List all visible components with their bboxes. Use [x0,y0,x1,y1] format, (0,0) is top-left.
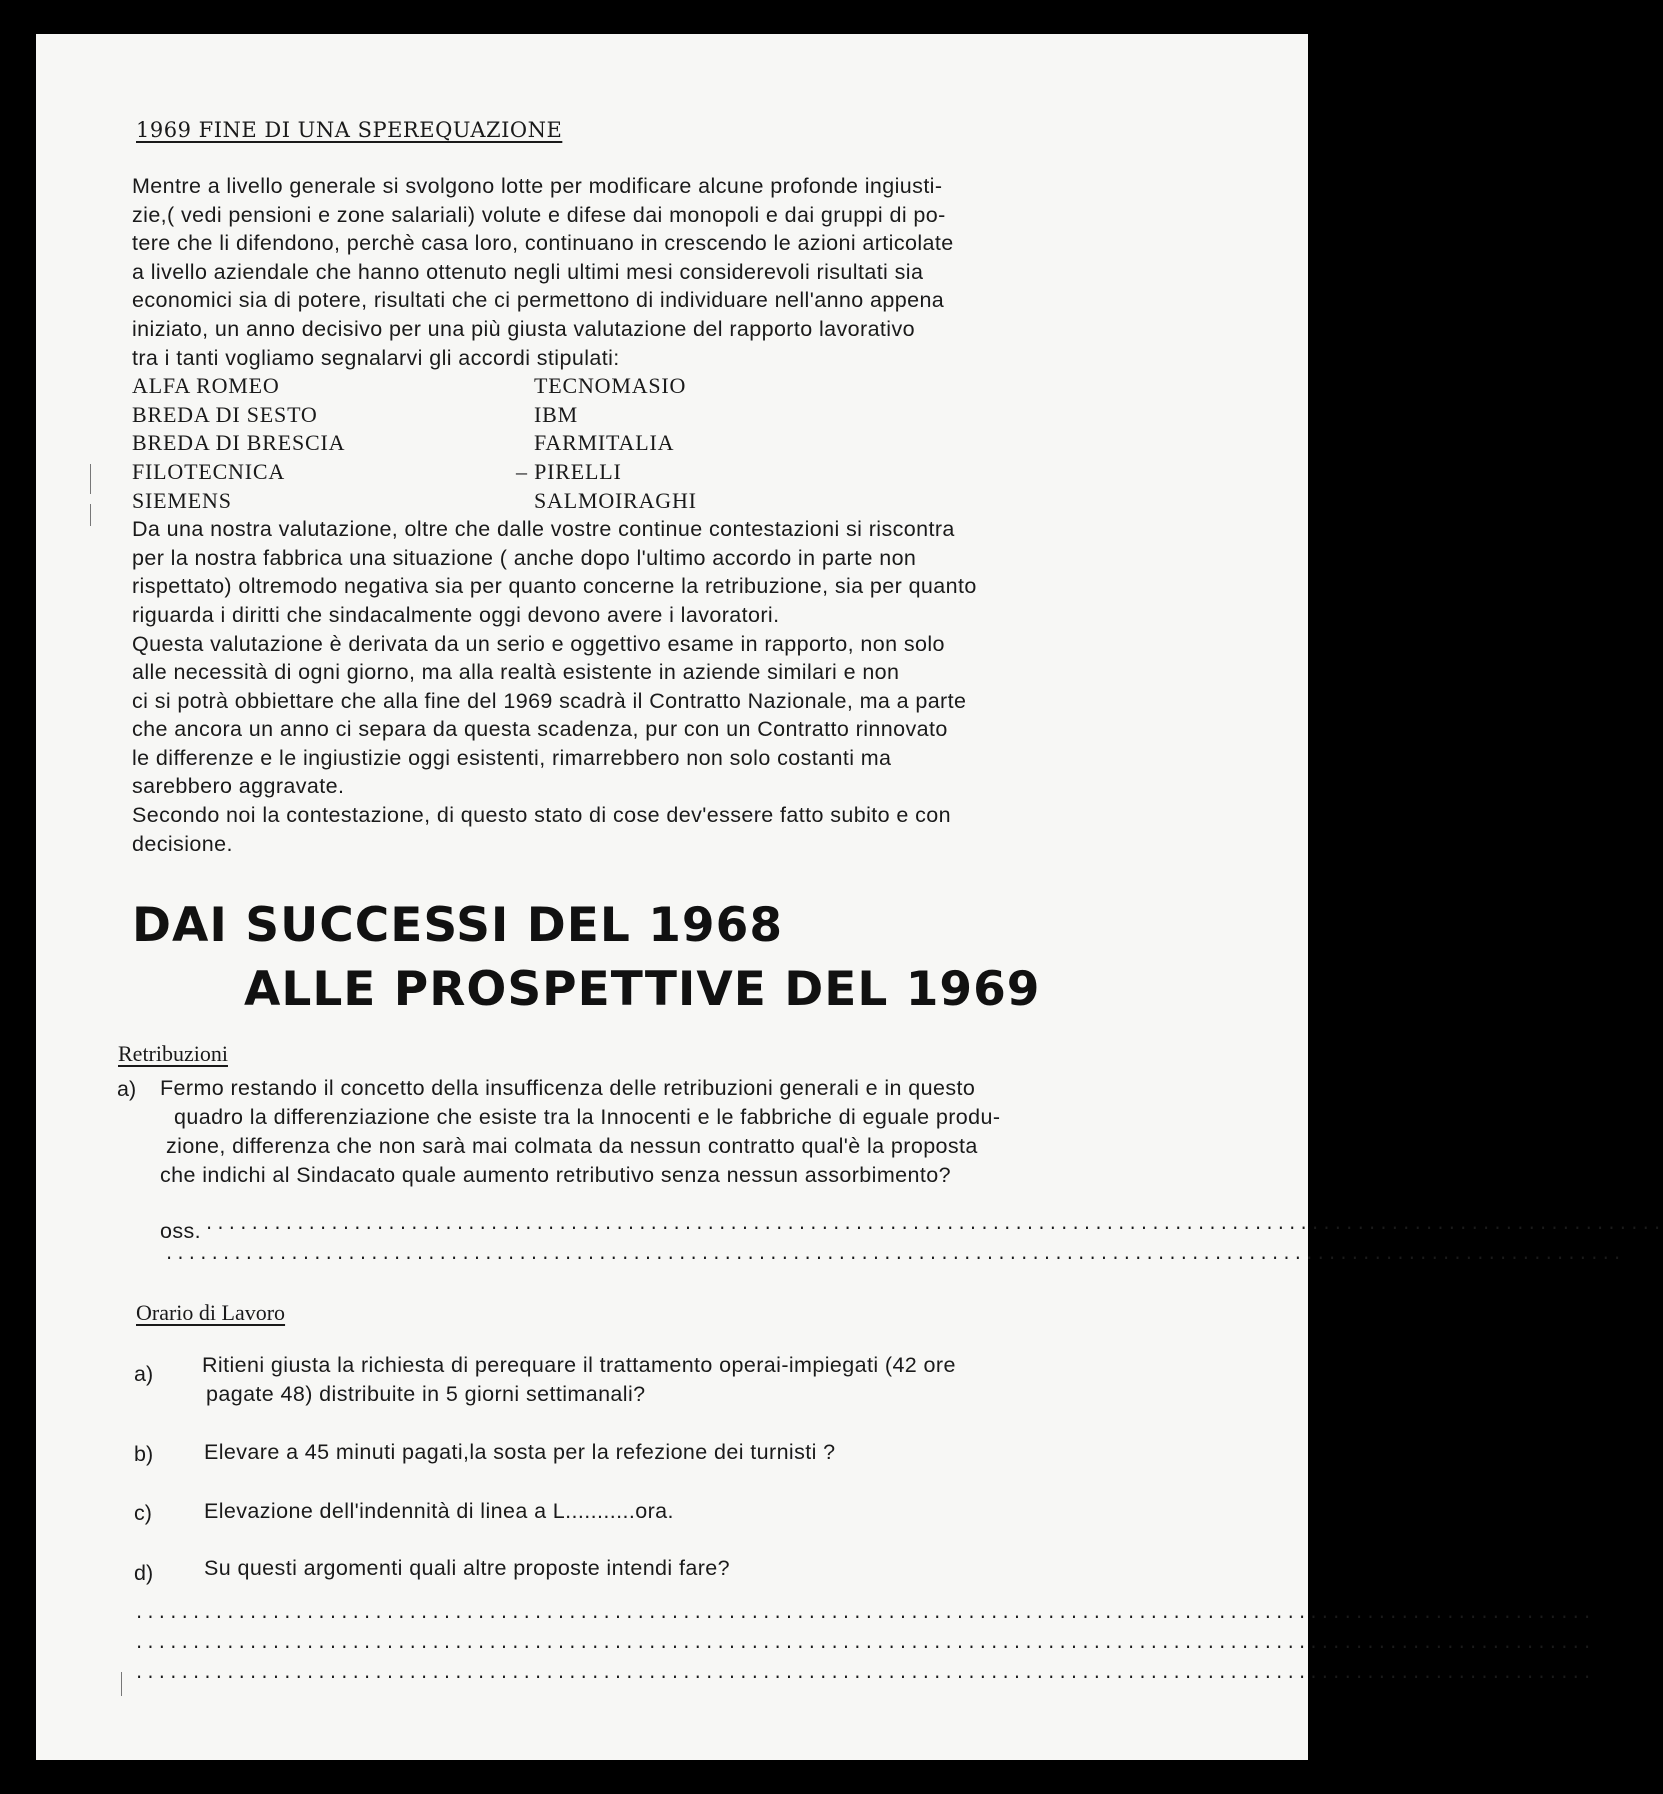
evaluation-line: che ancora un anno ci separa da questa scadenza, pur con un Contratto rinnovato [132,717,948,742]
big-title-line2: ALLE PROSPETTIVE DEL 1969 [244,962,1041,1017]
company-list [132,372,1252,515]
answer-dots-line[interactable]: ................................................................................................................................ [134,1635,1594,1654]
question-letter: a) [134,1362,154,1386]
answer-dots-line[interactable]: ................................................................................................................................ [134,1665,1594,1684]
question-line: pagate 48) distribuite in 5 giorni settimanali? [206,1382,646,1406]
retribuzioni-question [160,1074,1280,1190]
intro-line: tra i tanti vogliamo segnalarvi gli accordi stipulati: [132,345,620,370]
company-name: – PIRELLI [516,458,622,484]
evaluation-line: rispettato) oltremodo negativa sia per quanto concerne la retribuzione, sia per quanto [132,574,977,599]
question-letter: c) [134,1501,152,1525]
question-letter: d) [134,1561,154,1585]
question-line: che indichi al Sindacato quale aumento retributivo senza nessun assorbimento? [160,1163,951,1187]
orario-question-d: Su questi argomenti quali altre proposte intendi fare? [204,1556,730,1580]
company-name: TECNOMASIO [534,373,687,399]
orario-question-a [202,1351,1262,1409]
intro-line: zie,( vedi pensioni e zone salariali) volute e difese dai monopoli e dai gruppi di po- [132,202,946,227]
company-name: SIEMENS [132,487,232,513]
question-line: quadro la differenziazione che esiste tra la Innocenti e le fabbriche di eguale produ- [174,1105,1001,1129]
company-name: FARMITALIA [534,430,675,456]
page-heading: 1969 FINE DI UNA SPEREQUAZIONE [136,118,563,142]
question-letter: a) [117,1077,137,1101]
intro-line: economici sia di potere, risultati che ci permettono di individuare nell'anno appena [132,288,945,313]
intro-line: tere che li difendono, perchè casa loro, continuano in crescendo le azioni articolate [132,231,954,256]
answer-dots-line[interactable]: ................................................................................................................................ [134,1605,1594,1624]
evaluation-paragraph [132,515,1252,858]
answer-dots-line[interactable]: ................................................................................................................................ [204,1216,1663,1235]
intro-line: Mentre a livello generale si svolgono lotte per modificare alcune profonde ingiusti- [132,174,943,198]
scan-margin-mark [90,504,91,526]
scan-margin-mark [90,464,91,494]
section-label-retribuzioni: Retribuzioni [118,1041,228,1066]
question-letter: b) [134,1442,154,1466]
evaluation-line: per la nostra fabbrica una situazione ( anche dopo l'ultimo accordo in parte non [132,545,917,570]
company-name: ALFA ROMEO [132,373,280,399]
company-name: IBM [534,401,578,427]
question-line: Ritieni giusta la richiesta di perequare il trattamento operai-impiegati (42 ore [202,1353,956,1377]
section-label-orario: Orario di Lavoro [136,1300,286,1325]
evaluation-line: Questa valutazione è derivata da un serio e oggettivo esame in rapporto, non solo [132,631,945,656]
question-line: zione, differenza che non sarà mai colmata da nessun contratto qual'è la proposta [166,1134,978,1158]
intro-line: iniziato, un anno decisivo per una più giusta valutazione del rapporto lavorativo [132,316,915,341]
evaluation-line: Da una nostra valutazione, oltre che dalle vostre continue contestazioni si riscontra [132,517,955,542]
evaluation-line: decisione. [132,831,233,856]
intro-line: a livello aziendale che hanno ottenuto negli ultimi mesi considerevoli risultati sia [132,259,924,284]
evaluation-line: le differenze e le ingiustizie oggi esistenti, rimarrebbero non solo costanti ma [132,745,892,770]
body-block [132,172,1252,858]
big-title [132,894,1041,1022]
company-name: BREDA DI BRESCIA [132,430,346,456]
evaluation-line: Secondo noi la contestazione, di questo stato di cose dev'essere fatto subito e con [132,803,951,828]
big-title-line1: DAI SUCCESSI DEL 1968 [132,898,784,953]
company-name: SALMOIRAGHI [534,487,697,513]
evaluation-line: riguarda i diritti che sindacalmente oggi devono avere i lavoratori. [132,602,780,627]
scan-margin-mark [121,1672,122,1696]
intro-paragraph [132,172,1252,372]
evaluation-line: sarebbero aggravate. [132,774,345,799]
evaluation-line: alle necessità di ogni giorno, ma alla realtà esistente in aziende similari e non [132,660,900,685]
document-page [36,34,1663,1760]
orario-question-c: Elevazione dell'indennità di linea a L...........ora. [204,1499,674,1523]
oss-label: oss. [160,1219,202,1243]
company-name: BREDA DI SESTO [132,401,318,427]
evaluation-line: ci si potrà obbiettare che alla fine del 1969 scadrà il Contratto Nazionale, ma a parte [132,688,967,713]
question-line: Fermo restando il concetto della insufficenza delle retribuzioni generali e in questo [160,1076,976,1100]
orario-question-b: Elevare a 45 minuti pagati,la sosta per la refezione dei turnisti ? [204,1440,836,1464]
company-name: FILOTECNICA [132,458,286,484]
answer-dots-line[interactable]: ................................................................................................................................ [164,1246,1624,1265]
